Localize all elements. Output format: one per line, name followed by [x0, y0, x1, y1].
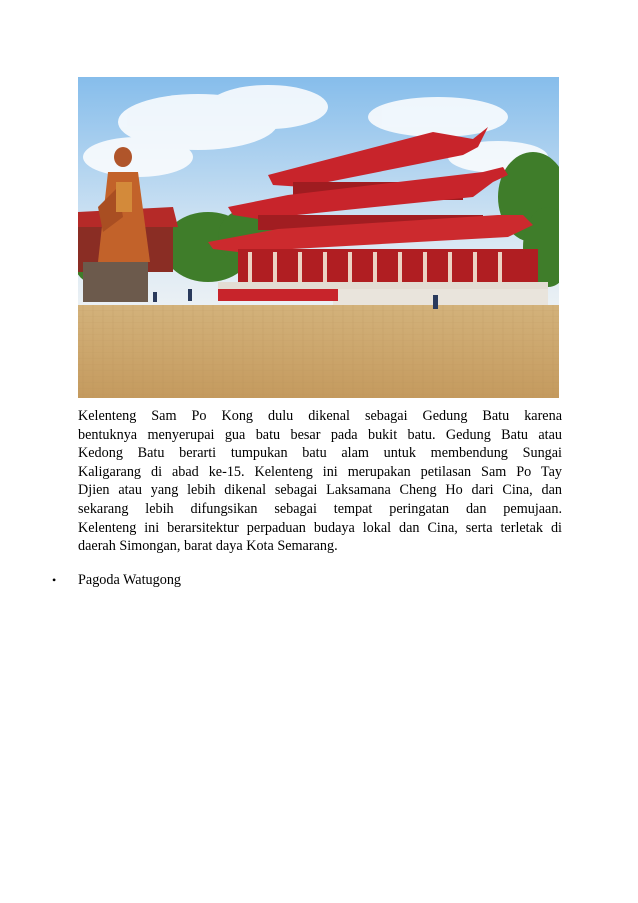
paragraph-line: bentuknya menyerupai gua batu besar pada bukit batu. Gedung Batu atau	[78, 426, 562, 443]
paragraph-line: Kelenteng ini berarsitektur perpaduan budaya lokal dan Cina, serta terletak di	[78, 519, 562, 536]
list-item	[52, 571, 181, 590]
paragraph-line: Kelenteng Sam Po Kong dulu dikenal sebagai Gedung Batu karena	[78, 408, 562, 424]
list-item-label: Pagoda Watugong	[78, 572, 182, 588]
paragraph-line: Kedong Batu berarti tumpukan batu alam untuk membendung Sungai	[78, 445, 562, 462]
paragraph-line: sekarang lebih difungsikan sebagai tempat peringatan dan pemujaan.	[78, 500, 562, 517]
description-paragraph	[78, 407, 562, 556]
temple-photo	[78, 77, 559, 398]
paragraph-line: Djien atau yang lebih dikenal sebagai Laksamana Cheng Ho dari Cina, dan	[78, 482, 562, 499]
bullet-icon: •	[52, 573, 57, 587]
paragraph-line: Kaligarang di abad ke-15. Kelenteng ini merupakan petilasan Sam Po Tay	[78, 463, 562, 480]
temple-illustration	[78, 77, 559, 398]
paragraph-line: daerah Simongan, barat daya Kota Semarang.	[78, 538, 338, 555]
